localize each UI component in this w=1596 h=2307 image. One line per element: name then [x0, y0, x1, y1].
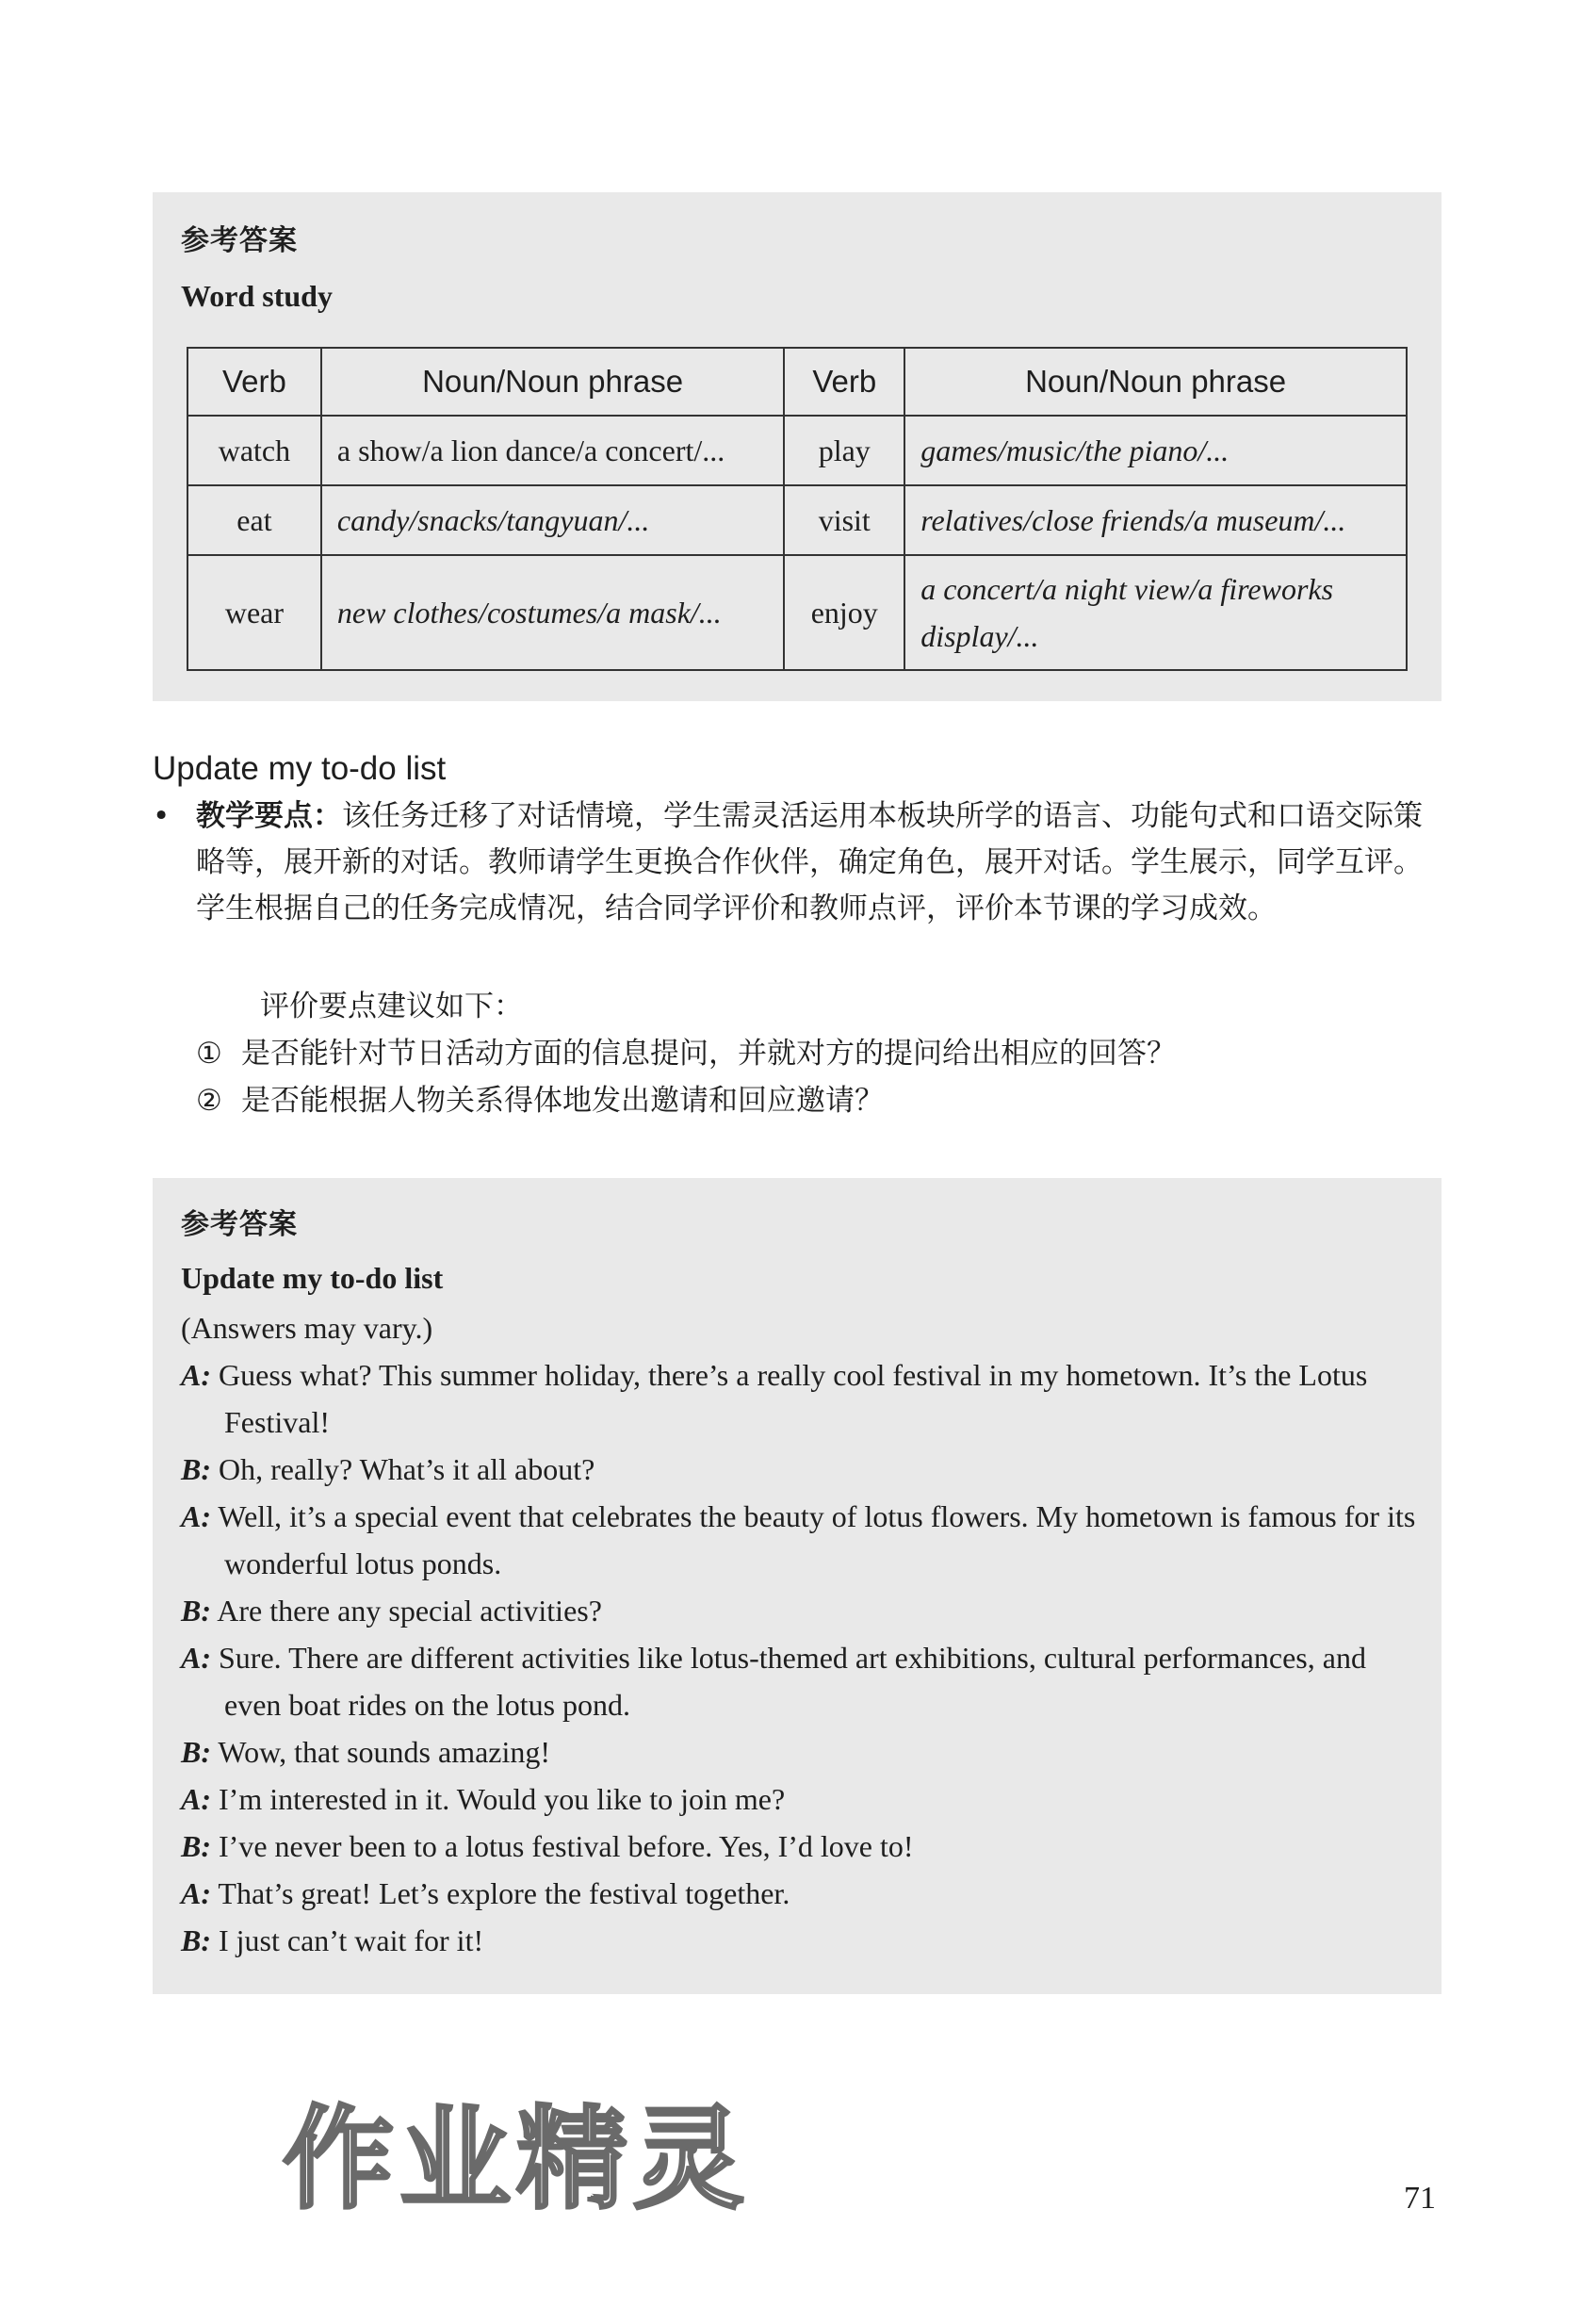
dialogue-line — [181, 1917, 1425, 1964]
speaker: B: — [181, 1923, 211, 1957]
utterance: Oh, really? What’s it all about? — [219, 1452, 595, 1486]
table-cell: relatives/close friends/a museum/... — [904, 485, 1407, 555]
dialogue-line — [181, 1870, 1425, 1917]
dialogue-line — [181, 1634, 1425, 1728]
dialogue-line — [181, 1823, 1425, 1870]
table-cell: a show/a lion dance/a concert/... — [321, 416, 784, 485]
utterance: Wow, that sounds amazing! — [218, 1735, 551, 1769]
dialogue-line — [181, 1446, 1425, 1493]
table-cell: visit — [784, 485, 904, 555]
dialogue-line — [181, 1493, 1425, 1587]
table-header: Verb — [784, 348, 904, 416]
table-header: Verb — [187, 348, 321, 416]
speaker: B: — [181, 1594, 211, 1628]
utterance: I just can’t wait for it! — [219, 1923, 484, 1957]
table-cell: games/music/the piano/... — [904, 416, 1407, 485]
table-header: Noun/Noun phrase — [904, 348, 1407, 416]
page-number: 71 — [1404, 2181, 1436, 2216]
teaching-points-label: 教学要点： — [196, 799, 342, 833]
table-cell: wear — [187, 555, 321, 670]
bullet-icon: • — [153, 799, 171, 833]
table-header: Noun/Noun phrase — [321, 348, 784, 416]
utterance: Guess what? This summer holiday, there’s a really cool festival in my hometown. It’s the Lotus Festival! — [219, 1358, 1368, 1439]
answer-box-word-study — [153, 192, 1441, 701]
speaker: A: — [181, 1358, 211, 1392]
table-cell: watch — [187, 416, 321, 485]
utterance: Well, it’s a special event that celebrates the beauty of lotus flowers. My hometown is famous for its wonderful lotus ponds. — [218, 1499, 1416, 1580]
dialogue-line — [181, 1728, 1425, 1775]
table-row — [187, 416, 1407, 485]
table-header-row — [187, 348, 1407, 416]
speaker: A: — [181, 1641, 211, 1675]
utterance: I’m interested in it. Would you like to join me? — [219, 1782, 786, 1816]
speaker: B: — [181, 1829, 211, 1863]
table-cell: eat — [187, 485, 321, 555]
speaker: A: — [181, 1876, 211, 1910]
utterance: I’ve never been to a lotus festival before. Yes, I’d love to! — [219, 1829, 914, 1863]
speaker: A: — [181, 1782, 211, 1816]
table-cell: enjoy — [784, 555, 904, 670]
utterance: That’s great! Let’s explore the festival together. — [218, 1876, 790, 1910]
box-subheading: Word study — [181, 279, 333, 313]
word-study-table — [187, 347, 1408, 671]
table-cell: play — [784, 416, 904, 485]
dialogue — [181, 1304, 1425, 1964]
eval-item — [196, 1076, 884, 1119]
answer-box-dialogue — [153, 1178, 1441, 1994]
box-subheading: Update my to-do list — [181, 1261, 444, 1295]
speaker: B: — [181, 1735, 211, 1769]
utterance: Are there any special activities? — [217, 1594, 602, 1628]
answer-note: (Answers may vary.) — [181, 1311, 433, 1345]
table-cell: a concert/a night view/a fireworks display/... — [904, 555, 1407, 670]
utterance: Sure. There are different activities like lotus-themed art exhibitions, cultural performances, and even boat rides on the lotus pond. — [219, 1641, 1366, 1722]
table-row — [187, 485, 1407, 555]
table-cell: new clothes/costumes/a mask/... — [321, 555, 784, 670]
table-cell: candy/snacks/tangyuan/... — [321, 485, 784, 555]
eval-item — [196, 1029, 1176, 1072]
dialogue-line — [181, 1587, 1425, 1634]
eval-item-number: ① — [196, 1037, 222, 1071]
box-heading: 参考答案 — [181, 224, 298, 257]
teaching-points — [153, 794, 1443, 932]
speaker: B: — [181, 1452, 211, 1486]
teaching-points-text: 该任务迁移了对话情境，学生需灵活运用本板块所学的语言、功能句式和口语交际策略等，展开新的对话。教师请学生更换合作伙伴，确定角色，展开对话。学生展示，同学互评。学生根据自己的任务完成情况，结合同学评价和教师点评，评价本节课的学习成效。 — [196, 799, 1423, 925]
eval-item-text: 是否能根据人物关系得体地发出邀请和回应邀请？ — [241, 1084, 884, 1118]
dialogue-line — [181, 1351, 1425, 1446]
eval-item-number: ② — [196, 1084, 222, 1118]
watermark-text: 作业精灵 — [283, 2094, 751, 2224]
watermark-logo — [273, 2092, 801, 2224]
speaker: A: — [181, 1499, 211, 1533]
box-heading: 参考答案 — [181, 1208, 298, 1241]
section-title: Update my to-do list — [153, 750, 447, 787]
dialogue-line — [181, 1775, 1425, 1823]
eval-intro: 评价要点建议如下： — [260, 990, 523, 1023]
eval-item-text: 是否能针对节日活动方面的信息提问，并就对方的提问给出相应的回答？ — [241, 1037, 1176, 1071]
table-row — [187, 555, 1407, 670]
